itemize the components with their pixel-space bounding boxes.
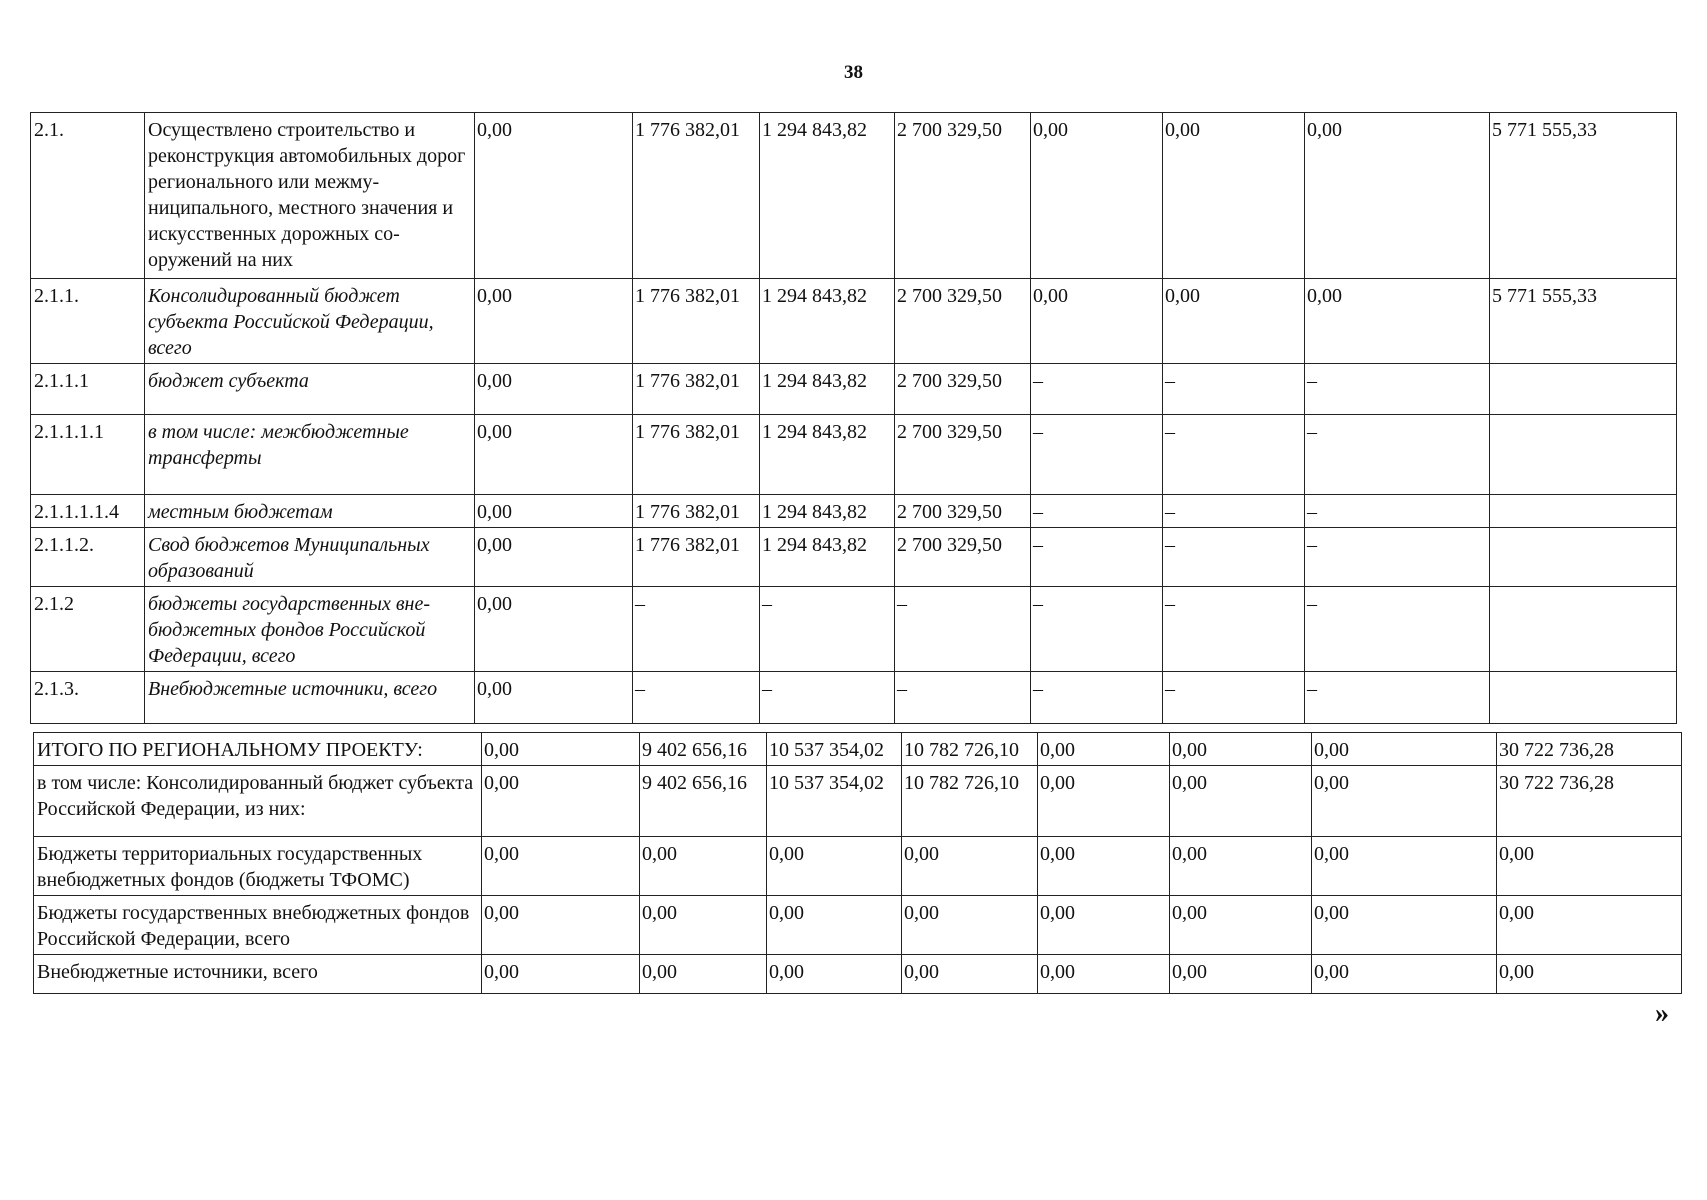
- value-cell: –: [1031, 528, 1163, 587]
- value-cell: 2 700 329,50: [895, 113, 1031, 279]
- value-cell: –: [1031, 672, 1163, 724]
- value-cell: 1 294 843,82: [760, 279, 895, 364]
- value-cell: 1 776 382,01: [633, 528, 760, 587]
- value-cell: 0,00: [475, 279, 633, 364]
- value-cell: 2 700 329,50: [895, 528, 1031, 587]
- table-row: [31, 415, 1677, 495]
- row-name: Консолидированный бюджет субъекта Российской Федерации, всего: [145, 279, 475, 364]
- value-cell: 5 771 555,33: [1490, 113, 1677, 279]
- value-cell: 5 771 555,33: [1490, 279, 1677, 364]
- value-cell: 0,00: [902, 955, 1038, 994]
- value-cell: –: [760, 587, 895, 672]
- value-cell: 0,00: [1163, 279, 1305, 364]
- project-breakdown-body: [31, 113, 1677, 724]
- value-cell: [1490, 415, 1677, 495]
- value-cell: 10 782 726,10: [902, 733, 1038, 766]
- value-cell: 0,00: [1031, 279, 1163, 364]
- value-cell: 0,00: [1305, 113, 1490, 279]
- value-cell: 0,00: [1038, 733, 1170, 766]
- value-cell: 0,00: [1312, 896, 1497, 955]
- table-row: [31, 279, 1677, 364]
- value-cell: 0,00: [1305, 279, 1490, 364]
- value-cell: 0,00: [1312, 955, 1497, 994]
- row-name: Внебюджетные источники, всего: [34, 955, 482, 994]
- value-cell: 1 776 382,01: [633, 113, 760, 279]
- value-cell: 0,00: [767, 896, 902, 955]
- row-name: местным бюджетам: [145, 495, 475, 528]
- value-cell: 0,00: [1163, 113, 1305, 279]
- table-row: [31, 113, 1677, 279]
- value-cell: 0,00: [482, 733, 640, 766]
- value-cell: –: [1031, 587, 1163, 672]
- value-cell: 30 722 736,28: [1497, 733, 1682, 766]
- value-cell: 0,00: [1038, 896, 1170, 955]
- row-code: 2.1.1.1.1: [31, 415, 145, 495]
- value-cell: 2 700 329,50: [895, 415, 1031, 495]
- value-cell: 0,00: [640, 896, 767, 955]
- value-cell: 0,00: [902, 896, 1038, 955]
- value-cell: [1490, 495, 1677, 528]
- row-name: Бюджеты территориальных государственных внебюджетных фондов (бюджеты ТФОМС): [34, 837, 482, 896]
- value-cell: 1 294 843,82: [760, 495, 895, 528]
- table-row: [34, 896, 1682, 955]
- value-cell: 0,00: [1497, 896, 1682, 955]
- value-cell: –: [1305, 528, 1490, 587]
- value-cell: 0,00: [475, 495, 633, 528]
- value-cell: 0,00: [767, 955, 902, 994]
- value-cell: –: [895, 672, 1031, 724]
- value-cell: 0,00: [1312, 733, 1497, 766]
- value-cell: 10 537 354,02: [767, 766, 902, 837]
- value-cell: 1 294 843,82: [760, 528, 895, 587]
- table-row: [34, 837, 1682, 896]
- table-row: [34, 955, 1682, 994]
- row-code: 2.1.3.: [31, 672, 145, 724]
- value-cell: 0,00: [1038, 837, 1170, 896]
- project-breakdown-table: [30, 112, 1677, 724]
- value-cell: 1 776 382,01: [633, 279, 760, 364]
- value-cell: 0,00: [767, 837, 902, 896]
- table-row: [34, 733, 1682, 766]
- value-cell: 0,00: [482, 955, 640, 994]
- value-cell: 2 700 329,50: [895, 495, 1031, 528]
- value-cell: 10 782 726,10: [902, 766, 1038, 837]
- value-cell: 0,00: [1170, 955, 1312, 994]
- row-name: бюджеты государственных вне- бюджетных фондов Российской Федерации, всего: [145, 587, 475, 672]
- value-cell: –: [633, 672, 760, 724]
- project-totals-body: [34, 733, 1682, 994]
- row-name: бюджет субъекта: [145, 364, 475, 415]
- value-cell: 0,00: [1312, 766, 1497, 837]
- value-cell: –: [1163, 672, 1305, 724]
- value-cell: –: [1305, 587, 1490, 672]
- value-cell: –: [1163, 528, 1305, 587]
- value-cell: [1490, 364, 1677, 415]
- value-cell: 1 776 382,01: [633, 415, 760, 495]
- closing-quote-mark: »: [1655, 998, 1669, 1029]
- value-cell: [1490, 672, 1677, 724]
- value-cell: –: [633, 587, 760, 672]
- value-cell: –: [1163, 415, 1305, 495]
- row-name: Внебюджетные источники, всего: [145, 672, 475, 724]
- value-cell: 2 700 329,50: [895, 364, 1031, 415]
- value-cell: 1 776 382,01: [633, 495, 760, 528]
- value-cell: 0,00: [1038, 766, 1170, 837]
- value-cell: 0,00: [475, 672, 633, 724]
- value-cell: 9 402 656,16: [640, 766, 767, 837]
- value-cell: 0,00: [1170, 837, 1312, 896]
- value-cell: 1 776 382,01: [633, 364, 760, 415]
- value-cell: 0,00: [1497, 955, 1682, 994]
- value-cell: –: [1031, 415, 1163, 495]
- value-cell: –: [1305, 415, 1490, 495]
- page-number: 38: [844, 62, 863, 83]
- row-name: в том числе: межбюджетные трансферты: [145, 415, 475, 495]
- value-cell: [1490, 587, 1677, 672]
- value-cell: 1 294 843,82: [760, 113, 895, 279]
- project-totals-table: [33, 732, 1682, 994]
- value-cell: [1490, 528, 1677, 587]
- value-cell: 0,00: [1038, 955, 1170, 994]
- value-cell: 0,00: [482, 896, 640, 955]
- value-cell: –: [1163, 495, 1305, 528]
- value-cell: 9 402 656,16: [640, 733, 767, 766]
- value-cell: 0,00: [475, 528, 633, 587]
- value-cell: 2 700 329,50: [895, 279, 1031, 364]
- row-code: 2.1.1.1: [31, 364, 145, 415]
- row-name: в том числе: Консолидированный бюджет субъекта Российской Федерации, из них:: [34, 766, 482, 837]
- value-cell: 0,00: [1031, 113, 1163, 279]
- value-cell: –: [1163, 364, 1305, 415]
- value-cell: –: [760, 672, 895, 724]
- table-row: [31, 364, 1677, 415]
- value-cell: –: [1305, 672, 1490, 724]
- value-cell: 0,00: [640, 955, 767, 994]
- value-cell: –: [895, 587, 1031, 672]
- row-name: ИТОГО ПО РЕГИОНАЛЬНОМУ ПРОЕКТУ:: [34, 733, 482, 766]
- row-code: 2.1.2: [31, 587, 145, 672]
- value-cell: 0,00: [640, 837, 767, 896]
- table-row: [31, 528, 1677, 587]
- value-cell: 0,00: [1170, 896, 1312, 955]
- value-cell: 0,00: [475, 364, 633, 415]
- value-cell: 0,00: [482, 837, 640, 896]
- value-cell: 0,00: [475, 415, 633, 495]
- value-cell: –: [1305, 364, 1490, 415]
- row-code: 2.1.1.: [31, 279, 145, 364]
- value-cell: 0,00: [475, 113, 633, 279]
- row-name: Бюджеты государственных внебюджетных фондов Российской Федерации, всего: [34, 896, 482, 955]
- row-code: 2.1.1.1.1.4: [31, 495, 145, 528]
- value-cell: 0,00: [1170, 733, 1312, 766]
- value-cell: –: [1305, 495, 1490, 528]
- value-cell: 0,00: [475, 587, 633, 672]
- row-code: 2.1.: [31, 113, 145, 279]
- value-cell: –: [1163, 587, 1305, 672]
- table-row: [34, 766, 1682, 837]
- row-name: Свод бюджетов Муниципальных образований: [145, 528, 475, 587]
- table-row: [31, 672, 1677, 724]
- value-cell: 1 294 843,82: [760, 415, 895, 495]
- row-code: 2.1.1.2.: [31, 528, 145, 587]
- table-row: [31, 587, 1677, 672]
- row-name: Осуществлено строительство и реконструкция автомобильных дорог регионального или межму- ниципального, местного значения и искусственных дорожных со- оружений на них: [145, 113, 475, 279]
- value-cell: 1 294 843,82: [760, 364, 895, 415]
- value-cell: 0,00: [482, 766, 640, 837]
- value-cell: 0,00: [1312, 837, 1497, 896]
- value-cell: –: [1031, 495, 1163, 528]
- value-cell: –: [1031, 364, 1163, 415]
- value-cell: 30 722 736,28: [1497, 766, 1682, 837]
- value-cell: 10 537 354,02: [767, 733, 902, 766]
- table-row: [31, 495, 1677, 528]
- value-cell: 0,00: [902, 837, 1038, 896]
- value-cell: 0,00: [1497, 837, 1682, 896]
- value-cell: 0,00: [1170, 766, 1312, 837]
